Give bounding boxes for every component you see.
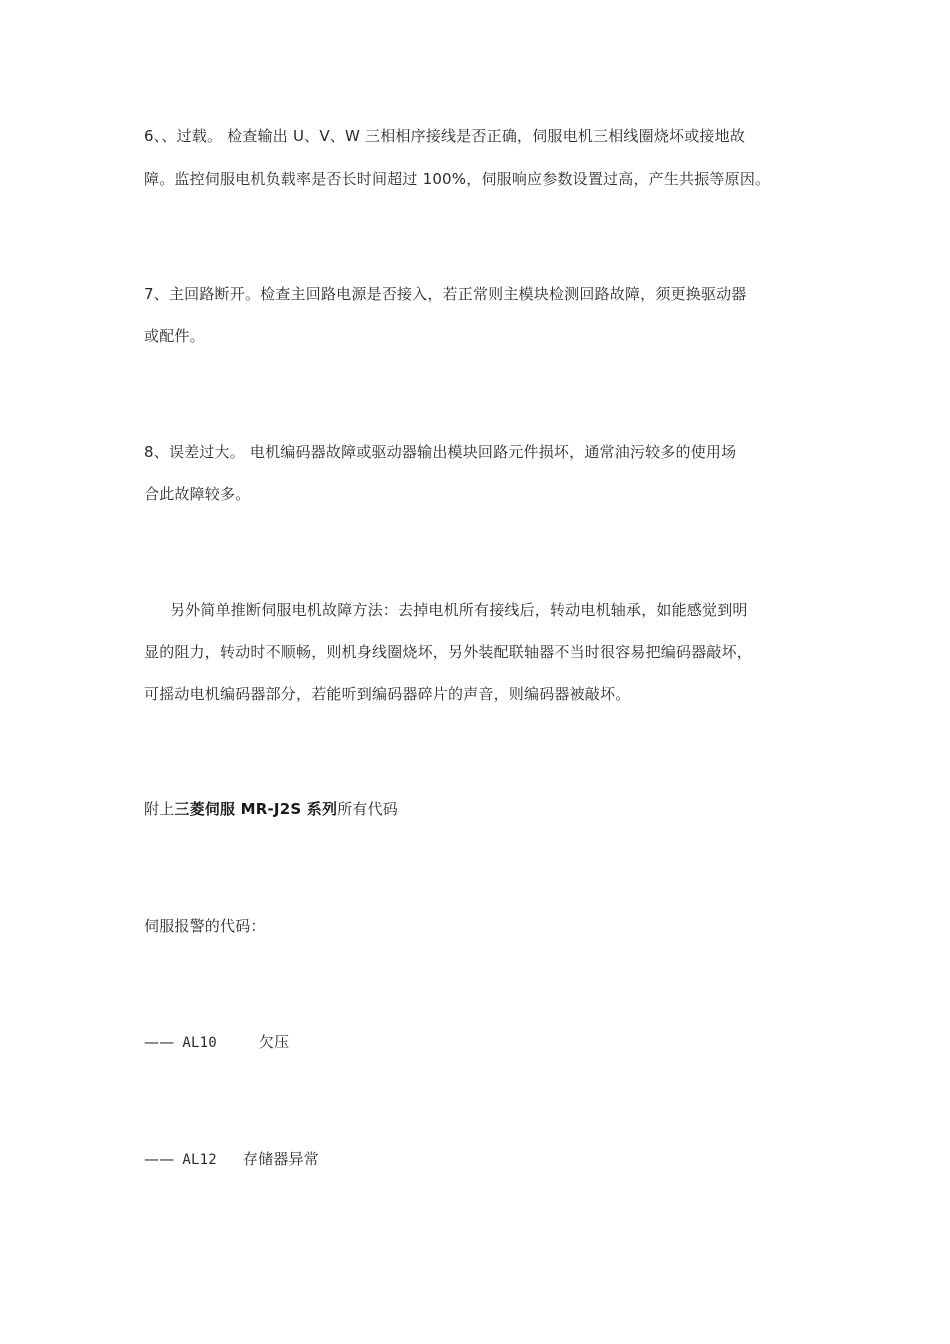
alarm-code-description: 存储器异常 — [242, 1150, 319, 1168]
codes-heading — [144, 798, 816, 820]
alarm-code-row — [144, 1031, 816, 1054]
alarm-code-dash: —— — [144, 1150, 175, 1168]
paragraph-other-line-1: 另外简单推断伺服电机故障方法：去掉电机所有接线后，转动电机轴承，如能感觉到明 — [170, 601, 748, 619]
alarm-codes-title: 伺服报警的代码： — [144, 917, 266, 935]
paragraph-7-line-1: 7、主回路断开。检查主回路电源是否接入，若正常则主模块检测回路故障，须更换驱动器 — [144, 285, 747, 303]
alarm-code-row — [144, 1148, 816, 1171]
paragraph-6-line-2: 障。监控伺服电机负载率是否长时间超过 100%，伺服响应参数设置过高，产生共振等原因。 — [144, 170, 771, 188]
paragraph-7-line-2: 或配件。 — [144, 327, 205, 345]
codes-heading-prefix: 附上 — [144, 800, 175, 818]
paragraph-8-line-2: 合此故障较多。 — [144, 485, 251, 503]
paragraph-other-line-3: 可摇动电机编码器部分，若能听到编码器碎片的声音，则编码器被敲坏。 — [144, 685, 631, 703]
paragraph-6-line-1: 6、、过载。 检查输出 U、V、W 三相相序接线是否正确，伺服电机三相线圈烧坏或接地故 — [144, 127, 746, 145]
alarm-code-dash: —— — [144, 1033, 175, 1051]
alarm-code-id: AL10 — [182, 1035, 217, 1051]
paragraph-other-line-2: 显的阻力，转动时不顺畅，则机身线圈烧坏，另外装配联轴器不当时很容易把编码器敲坏， — [144, 643, 753, 661]
codes-heading-suffix: 所有代码 — [337, 800, 398, 818]
paragraph-8-line-1: 8、误差过大。 电机编码器故障或驱动器输出模块回路元件损坏，通常油污较多的使用场 — [144, 443, 737, 461]
codes-heading-series: 三菱伺服 MR-J2S 系列 — [174, 800, 338, 818]
alarm-code-id: AL12 — [182, 1152, 217, 1168]
alarm-code-description: 欠压 — [258, 1033, 290, 1051]
